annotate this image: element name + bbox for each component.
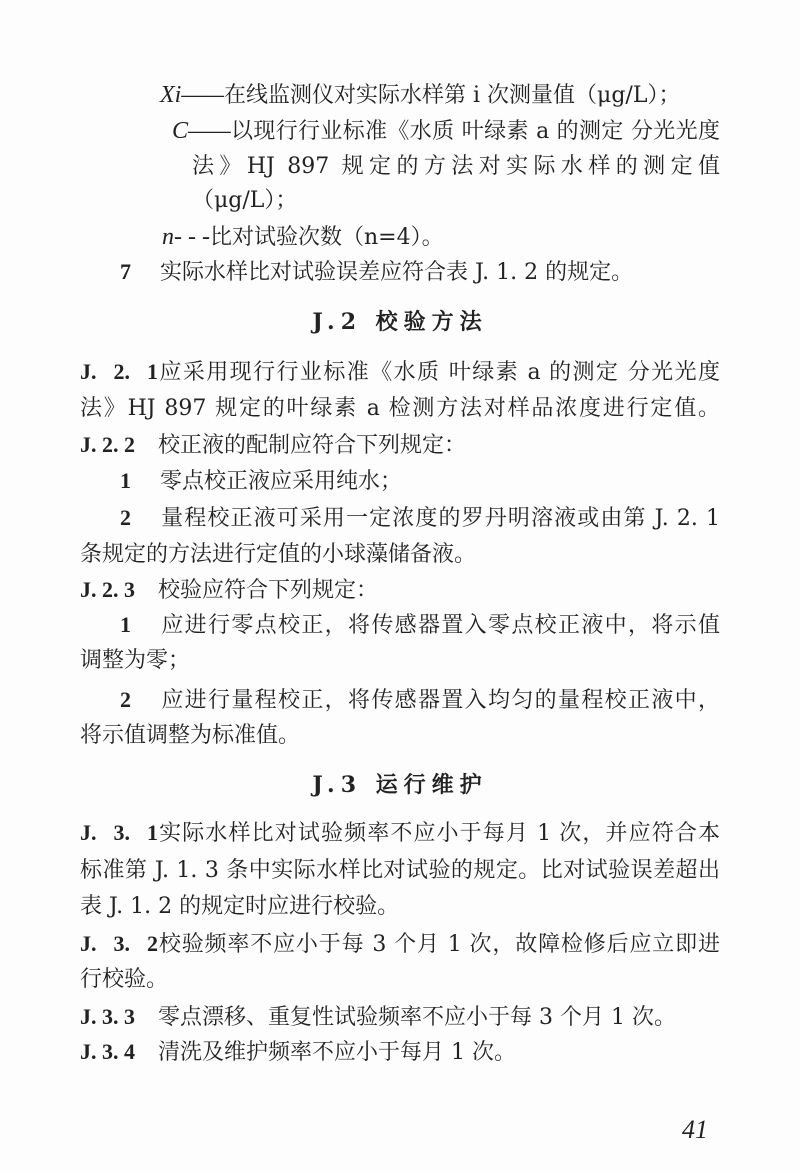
- clause-text: 零点漂移、重复性试验频率不应小于每 3 个月 1 次。: [158, 1005, 676, 1030]
- symbol-label: Xi——: [160, 82, 225, 108]
- clause-number: J. 3. 1: [80, 820, 158, 845]
- definition-n: [162, 222, 444, 253]
- symbol-label: C——: [172, 118, 231, 144]
- clause-j221: [80, 357, 720, 388]
- list-item-line: 调整为零；: [80, 648, 191, 673]
- list-item: [120, 466, 402, 497]
- definition-c-line: （μg/L）；: [192, 188, 298, 213]
- clause-line: 行校验。: [80, 967, 169, 992]
- clause-number: J. 2. 3: [80, 577, 135, 602]
- list-item: [120, 610, 720, 641]
- list-item-line: 将示值调整为标准值。: [80, 723, 301, 748]
- list-item: [120, 503, 720, 534]
- item-text: 应进行零点校正，将传感器置入零点校正液中，将示值: [160, 613, 720, 638]
- clause-number: J. 3. 2: [80, 931, 158, 956]
- item-number: 2: [120, 687, 131, 712]
- definition-text: 比对试验次数（n=4）。: [209, 225, 444, 250]
- page-number: 41: [682, 1115, 708, 1144]
- clause-j333: [80, 1002, 676, 1033]
- clause-j332: [80, 929, 720, 960]
- clause-j331: [80, 818, 720, 849]
- item-text: 量程校正液可采用一定浓度的罗丹明溶液或由第 J. 2. 1: [160, 506, 720, 531]
- definition-xi: [160, 80, 680, 111]
- definition-c-line: 法》HJ 897 规定的方法对实际水样的测定值: [192, 154, 720, 179]
- list-item-line: 条规定的方法进行定值的小球藻储备液。: [80, 542, 477, 567]
- clause-text: 校正液的配制应符合下列规定：: [158, 433, 467, 458]
- item-number: 1: [120, 468, 131, 493]
- clause-line: 法》HJ 897 规定的叶绿素 a 检测方法对样品浓度进行定值。: [80, 396, 720, 421]
- clause-text: 清洗及维护频率不应小于每月 1 次。: [158, 1040, 516, 1065]
- item-number: 1: [120, 612, 131, 637]
- clause-line: 标准第 J. 1. 3 条中实际水样比对试验的规定。比对试验误差超出: [80, 858, 720, 883]
- clause-number: J. 3. 3: [80, 1004, 135, 1029]
- item-text: 应进行量程校正，将传感器置入均匀的量程校正液中，: [160, 688, 720, 713]
- symbol-label: n- - -: [162, 224, 210, 250]
- section-title-j3: J.3 运行维护: [312, 772, 488, 798]
- definition-c: [172, 116, 720, 147]
- definition-c-line: 以现行行业标准《水质 叶绿素 a 的测定 分光光度: [230, 119, 720, 144]
- clause-text: 校验应符合下列规定：: [158, 578, 379, 603]
- list-item: [120, 685, 720, 716]
- definition-text: 在线监测仪对实际水样第 i 次测量值（μg/L）；: [224, 83, 681, 108]
- clause-line: 表 J. 1. 2 的规定时应进行校验。: [80, 894, 400, 919]
- clause-j334: [80, 1037, 516, 1068]
- clause-text: 应采用现行行业标准《水质 叶绿素 a 的测定 分光光度: [158, 360, 720, 385]
- section-title-j2: J.2 校验方法: [312, 309, 488, 335]
- item-number: 7: [120, 259, 131, 284]
- item-text: 实际水样比对试验误差应符合表 J. 1. 2 的规定。: [160, 260, 634, 285]
- clause-text: 实际水样比对试验频率不应小于每月 1 次，并应符合本: [158, 821, 720, 846]
- clause-j223: [80, 575, 378, 606]
- clause-text: 校验频率不应小于每 3 个月 1 次，故障检修后应立即进: [158, 932, 720, 957]
- item-7: [120, 257, 633, 288]
- item-number: 2: [120, 505, 131, 530]
- clause-number: J. 3. 4: [80, 1039, 135, 1064]
- clause-j222: [80, 430, 466, 461]
- clause-number: J. 2. 2: [80, 432, 135, 457]
- clause-number: J. 2. 1: [80, 359, 158, 384]
- item-text: 零点校正液应采用纯水；: [160, 469, 403, 494]
